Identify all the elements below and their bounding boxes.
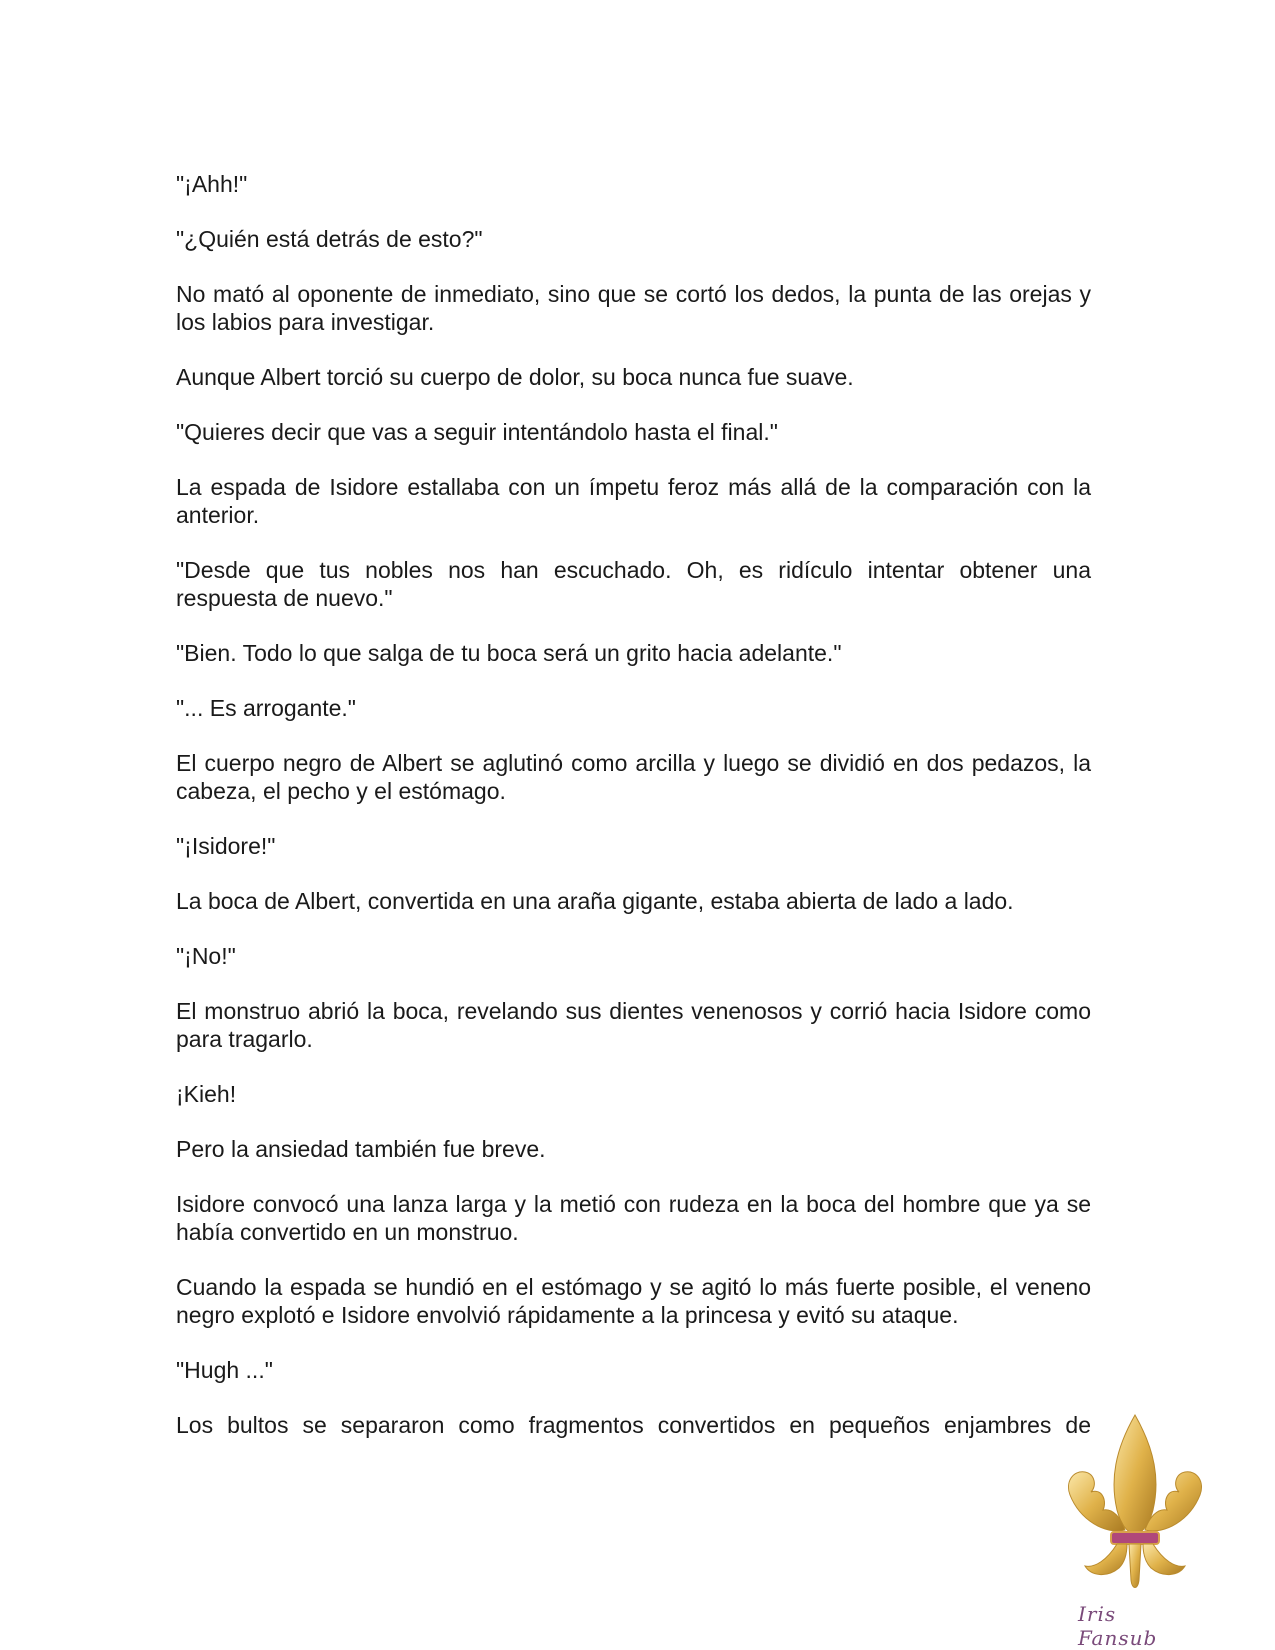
- paragraph: "¡Isidore!": [176, 833, 276, 859]
- paragraph: "Quieres decir que vas a seguir intentándolo hasta el final.": [176, 419, 778, 445]
- paragraph: Aunque Albert torció su cuerpo de dolor, su boca nunca fue suave.: [176, 364, 854, 390]
- paragraph: Isidore convocó una lanza larga y la metió con rudeza en la boca del hombre que ya se había convertido en un monstruo.: [176, 1191, 1091, 1245]
- paragraph: "¡No!": [176, 943, 236, 969]
- paragraph: "Desde que tus nobles nos han escuchado. Oh, es ridículo intentar obtener una respuesta de nuevo.": [176, 557, 1091, 611]
- paragraph: El cuerpo negro de Albert se aglutinó como arcilla y luego se dividió en dos pedazos, la cabeza, el pecho y el estómago.: [176, 750, 1091, 804]
- paragraph: "¿Quién está detrás de esto?": [176, 226, 483, 252]
- paragraph: ¡Kieh!: [176, 1081, 237, 1107]
- paragraph: La espada de Isidore estallaba con un ímpetu feroz más allá de la comparación con la anterior.: [176, 474, 1091, 528]
- fleur-de-lis-icon: [1055, 1410, 1215, 1610]
- paragraph: Pero la ansiedad también fue breve.: [176, 1136, 546, 1162]
- paragraph: "Bien. Todo lo que salga de tu boca será un grito hacia adelante.": [176, 640, 842, 666]
- paragraph: "... Es arrogante.": [176, 695, 356, 721]
- paragraph: El monstruo abrió la boca, revelando sus dientes venenosos y corrió hacia Isidore como para tragarlo.: [176, 998, 1091, 1052]
- paragraph: Los bultos se separaron como fragmentos convertidos en pequeños enjambres de: [176, 1412, 1091, 1438]
- watermark-text: Iris Fansub: [1078, 1602, 1158, 1650]
- document-body: [176, 170, 1091, 1439]
- paragraph: "Hugh ...": [176, 1357, 273, 1383]
- paragraph: La boca de Albert, convertida en una araña gigante, estaba abierta de lado a lado.: [176, 888, 1014, 914]
- paragraph: "¡Ahh!": [176, 171, 248, 197]
- paragraph: No mató al oponente de inmediato, sino que se cortó los dedos, la punta de las orejas y los labios para investigar.: [176, 281, 1091, 335]
- paragraph: Cuando la espada se hundió en el estómago y se agitó lo más fuerte posible, el veneno negro explotó e Isidore envolvió rápidamente a la princesa y evitó su ataque.: [176, 1274, 1091, 1328]
